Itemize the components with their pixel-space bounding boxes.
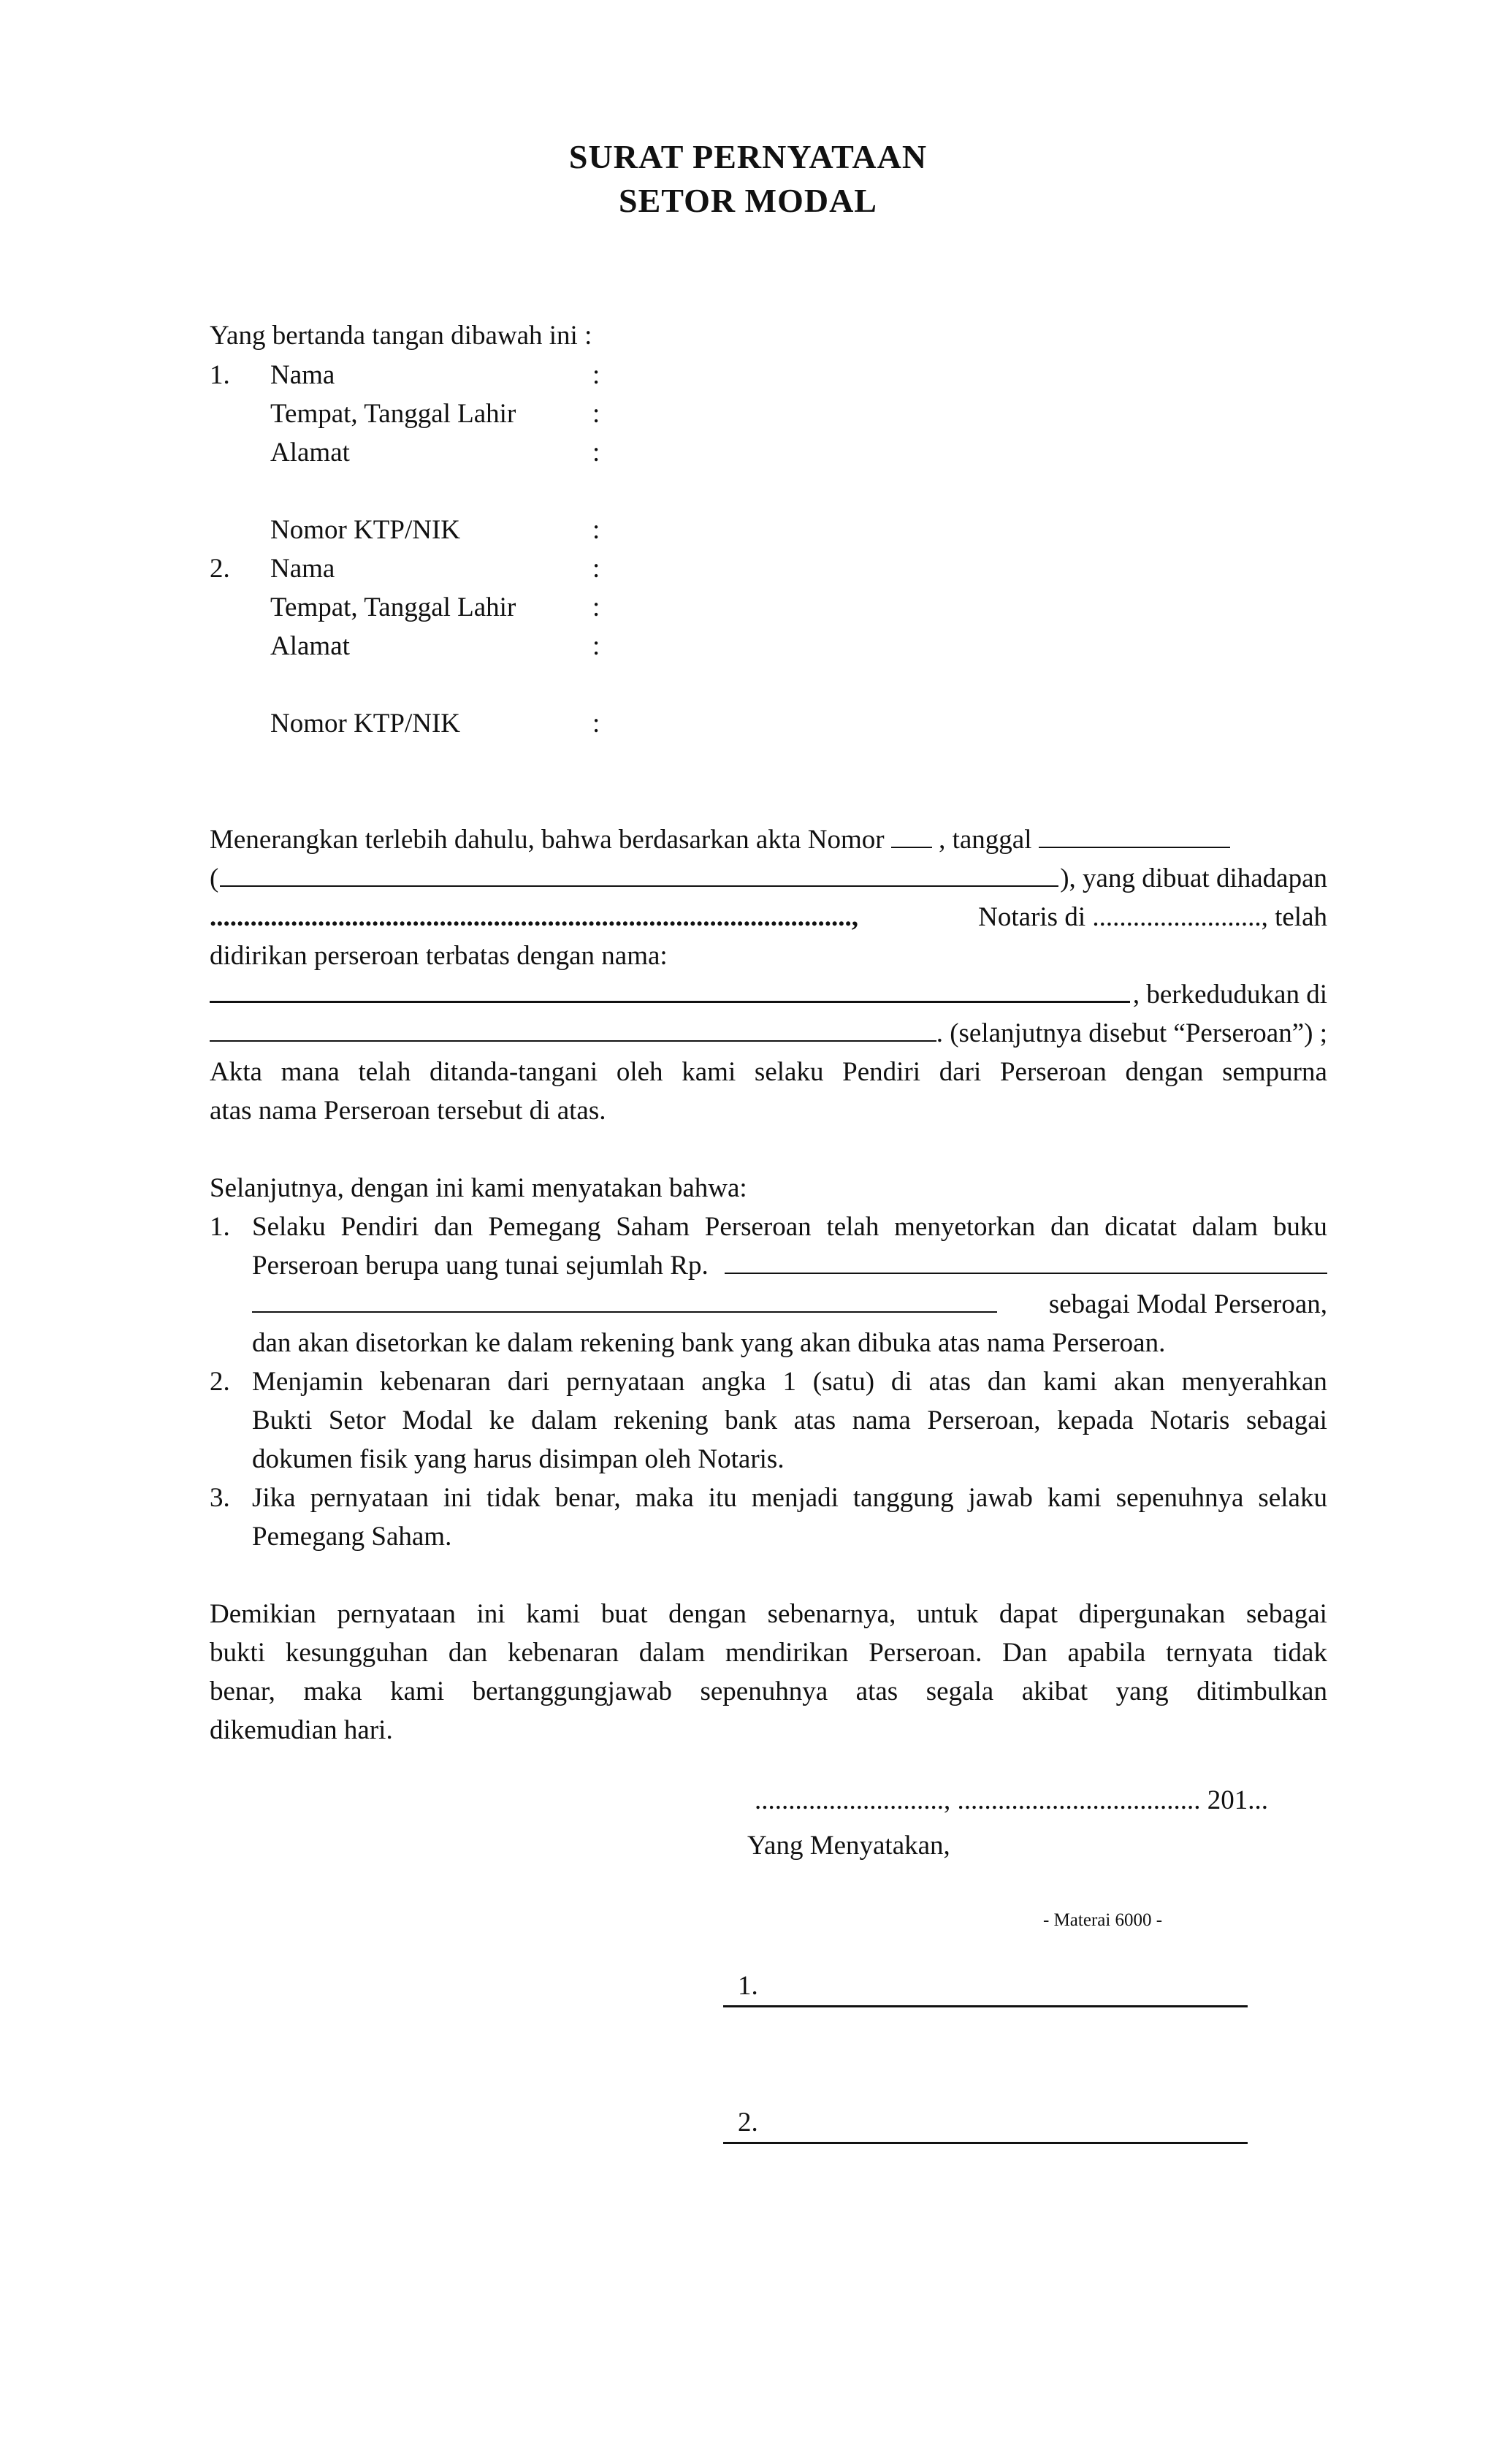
signer-2-number: 2. [738, 2108, 758, 2137]
statement-2-line3: dokumen fisik yang harus disimpan oleh Notaris. [252, 1444, 785, 1474]
person-1-birth-label: Tempat, Tanggal Lahir [270, 399, 516, 429]
document-title: SURAT PERNYATAAN [568, 138, 928, 175]
notary-dots: ..............................................................................................., [210, 902, 858, 932]
person-2-number: 2. [210, 554, 230, 584]
paragraph1-line3 [210, 901, 1327, 933]
closing-line2: bukti kesungguhan dan kebenaran dalam mendirikan Perseroan. Dan apabila ternyata tidak [210, 1638, 1327, 1668]
capital-purpose-text: sebagai Modal Perseroan, [1048, 1289, 1327, 1319]
domicile-text: , berkedudukan di [1132, 980, 1327, 1010]
person-2-birth-colon: : [592, 592, 600, 622]
person-1-ktp-colon: : [592, 515, 600, 545]
person-2-ktp-colon: : [592, 709, 600, 739]
stamp-duty-label: - Materai 6000 - [1043, 1910, 1163, 1930]
person-2-address-label: Alamat [270, 631, 350, 661]
notary-name-blank[interactable] [220, 863, 1058, 887]
intro-text: Yang bertanda tangan dibawah ini : [210, 321, 592, 351]
person-1-address-colon: : [592, 438, 600, 468]
person-1-name-colon: : [592, 360, 600, 390]
domicile-blank[interactable] [210, 1018, 936, 1042]
statement-2-number: 2. [210, 1367, 230, 1397]
paragraph1-line7: Akta mana telah ditanda-tangani oleh kami selaku Pendiri dari Perseroan dengan sempurna [210, 1057, 1327, 1087]
signer-2-line[interactable] [723, 2142, 1248, 2144]
statement-1-line1: Selaku Pendiri dan Pemegang Saham Perseroan telah menyetorkan dan dicatat dalam buku [252, 1212, 1327, 1242]
perseroan-text: . (selanjutnya disebut “Perseroan”) ; [936, 1018, 1327, 1048]
paragraph1-line6 [210, 1018, 1327, 1049]
statement-3-number: 3. [210, 1483, 230, 1513]
person-1-birth-colon: : [592, 399, 600, 429]
closing-line4: dikemudian hari. [210, 1715, 393, 1745]
notary-location-text: Notaris di ........................., telah [978, 902, 1327, 932]
paragraph1-line8: atas nama Perseroan tersebut di atas. [210, 1096, 606, 1126]
person-2-address-colon: : [592, 631, 600, 661]
statement-1-line2 [252, 1250, 1327, 1281]
person-1-number: 1. [210, 360, 230, 390]
statement-3-line1: Jika pernyataan ini tidak benar, maka itu menjadi tanggung jawab kami sepenuhnya selaku [252, 1483, 1327, 1513]
statement-1-line4: dan akan disetorkan ke dalam rekening bank yang akan dibuka atas nama Perseroan. [252, 1328, 1166, 1358]
capital-amount-text: Perseroan berupa uang tunai sejumlah Rp. [252, 1251, 709, 1281]
deed-number-blank[interactable] [891, 825, 932, 848]
statements-intro: Selanjutnya, dengan ini kami menyatakan bahwa: [210, 1173, 747, 1203]
paragraph1-line4: didirikan perseroan terbatas dengan nama: [210, 941, 668, 971]
capital-words-blank[interactable] [252, 1289, 997, 1313]
person-2-name-label: Nama [270, 554, 335, 584]
deed-number-text: Menerangkan terlebih dahulu, bahwa berdasarkan akta Nomor [210, 825, 885, 855]
statement-1-line3 [252, 1289, 1327, 1320]
place-date: ............................, .................................... 201... [755, 1785, 1268, 1815]
paragraph1-line1 [210, 824, 1230, 855]
statement-3-line2: Pemegang Saham. [252, 1522, 452, 1552]
person-1-address-label: Alamat [270, 438, 350, 468]
notary-paren-open: ( [210, 863, 219, 893]
notary-paren-close: ), yang dibuat dihadapan [1060, 863, 1327, 893]
signer-1-line[interactable] [723, 2005, 1248, 2007]
person-2-ktp-label: Nomor KTP/NIK [270, 709, 461, 739]
deed-date-text: , tanggal [939, 825, 1032, 855]
paragraph1-line2 [210, 863, 1327, 894]
closing-line1: Demikian pernyataan ini kami buat dengan sebenarnya, untuk dapat dipergunakan sebagai [210, 1599, 1327, 1629]
statement-1-number: 1. [210, 1212, 230, 1242]
statement-2-line1: Menjamin kebenaran dari pernyataan angka 1 (satu) di atas dan kami akan menyerahkan [252, 1367, 1327, 1397]
company-name-blank[interactable] [210, 979, 1130, 1003]
signer-1-number: 1. [738, 1971, 758, 2001]
closing-line3: benar, maka kami bertanggungjawab sepenuhnya atas segala akibat yang ditimbulkan [210, 1677, 1327, 1706]
signature-label: Yang Menyatakan, [747, 1831, 950, 1861]
deed-date-blank[interactable] [1039, 825, 1230, 848]
capital-amount-blank[interactable] [725, 1251, 1327, 1274]
person-2-name-colon: : [592, 554, 600, 584]
statement-2-line2: Bukti Setor Modal ke dalam rekening bank atas nama Perseroan, kepada Notaris sebagai [252, 1405, 1327, 1435]
person-1-ktp-label: Nomor KTP/NIK [270, 515, 461, 545]
person-1-name-label: Nama [270, 360, 335, 390]
document-subtitle: SETOR MODAL [619, 182, 877, 219]
person-2-birth-label: Tempat, Tanggal Lahir [270, 592, 516, 622]
paragraph1-line5 [210, 979, 1327, 1010]
